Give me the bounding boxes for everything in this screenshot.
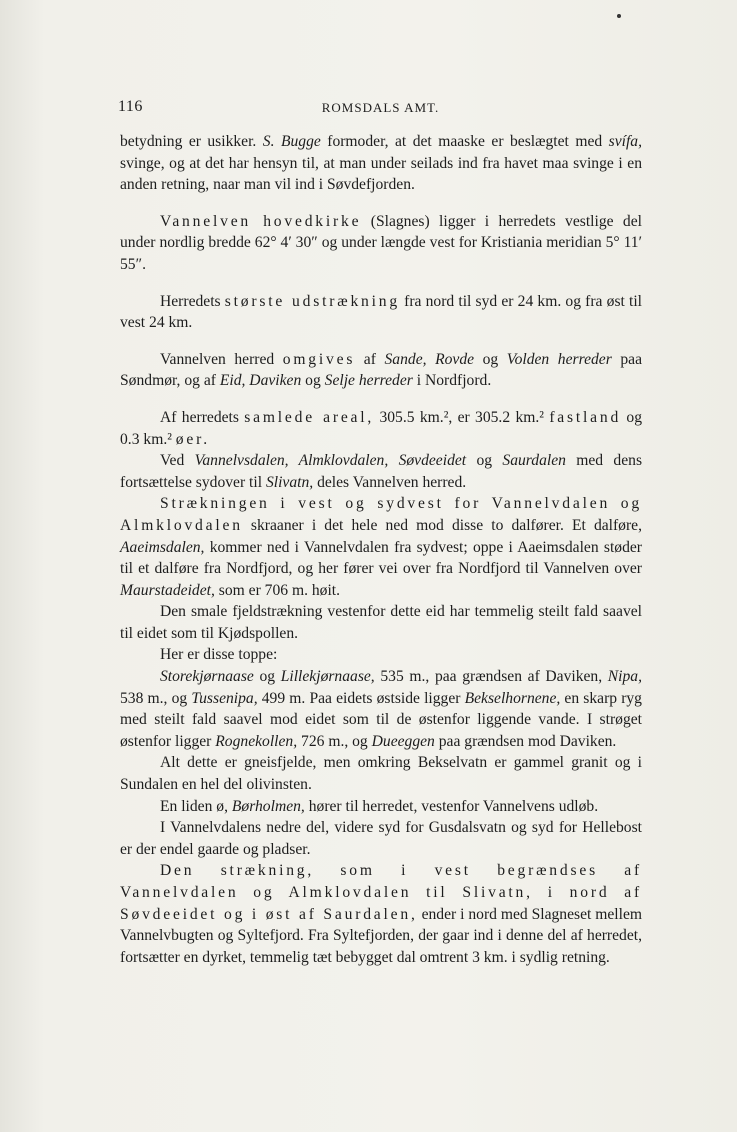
italic-run: Vannelvsdalen, Almklovdalen, Søvdeeidet <box>194 452 467 470</box>
paragraph-13 <box>120 817 642 860</box>
italic-run: Dueeggen <box>371 732 435 750</box>
paragraph-10 <box>120 666 642 752</box>
paragraph-8 <box>120 601 642 644</box>
text-run: skraaner i det hele ned mod disse to dalfører. Et dalføre, <box>242 516 642 534</box>
paragraph-12 <box>120 796 642 818</box>
paragraph-7 <box>120 493 642 601</box>
text-run: Herredets <box>160 292 225 310</box>
paragraph-6 <box>120 450 642 493</box>
spaced-run: samlede areal, <box>244 408 375 426</box>
text-run: Af herredets <box>160 408 245 426</box>
text-run: 535 m., paa grændsen af Daviken, <box>374 668 608 686</box>
spaced-run: Strækningen i vest og sydvest for Vannelvdalen og Almklovdalen <box>120 495 642 534</box>
text-run: 538 m., og <box>120 689 192 707</box>
text-run: af <box>355 350 385 368</box>
text-run: Her er disse toppe: <box>160 646 278 664</box>
text-run: 726 m., og <box>297 732 372 750</box>
text-run: svinge, og at det har hensyn til, at man under seilads ind fra havet maa svinge i en anden retning, naar man vil ind i Søvdefjorden. <box>120 154 642 194</box>
text-run: fra nord til syd er 24 km. og fra øst til vest 24 km. <box>120 292 643 332</box>
spaced-run: øer. <box>175 430 210 448</box>
text-run: betydning er usikker. <box>120 133 263 150</box>
paragraph-1 <box>120 131 642 196</box>
text-run: en skarp ryg med steilt fald saavel mod eidet som til de østenfor liggende vande. I strøget østenfor ligger <box>120 689 642 750</box>
paragraph-11 <box>120 752 642 795</box>
text-run: kommer ned i Vannelvdalen fra sydvest; oppe i Aaeimsdalen støder til et dalføre fra Nordfjord, og her fører vei over fra Nordfjord til Vannelven over <box>120 538 642 578</box>
running-title: ROMSDALS AMT. <box>321 100 440 115</box>
text-run: I Vannelvdalens nedre del, videre syd for Gusdalsvatn og syd for Hellebost er der endel gaarde og pladser. <box>120 819 642 858</box>
page-number: 116 <box>118 98 143 115</box>
italic-run: Nipa, <box>607 668 642 686</box>
text-run: og 0.3 km.² <box>120 408 643 448</box>
text-run: En liden ø, <box>160 797 232 815</box>
paragraph-9 <box>120 644 642 666</box>
italic-run: Storekjørnaase <box>160 668 254 686</box>
text-run: og <box>253 668 281 686</box>
spaced-run: fastland <box>549 408 622 426</box>
italic-run: Saurdalen <box>502 452 566 470</box>
paragraph-3 <box>120 291 642 334</box>
text-run: og <box>474 350 507 368</box>
text-run: paa Søndmør, og af <box>120 350 642 390</box>
paragraph-14 <box>120 860 642 968</box>
italic-run: svífa, <box>608 133 643 150</box>
text-run: deles Vannelven herred. <box>313 473 467 491</box>
text-run: Den smale fjeldstrækning vestenfor dette eid har temmelig steilt fald saavel til eidet som til Kjødspollen. <box>120 603 642 642</box>
text-run: Alt dette er gneisfjelde, men omkring Bekselvatn er gammel granit og i Sundalen en hel del olivinsten. <box>120 754 642 794</box>
italic-run: Volden herreder <box>506 350 612 368</box>
paragraph-2 <box>120 211 642 276</box>
text-run: (Slagnes) ligger i herredets vestlige del under nordlig bredde 62° 4′ 30″ og under længde vest for Kristiania meridian 5° 11′ 55″. <box>120 212 642 273</box>
paragraph-5 <box>120 407 642 450</box>
italic-run: Bekselhornene, <box>464 689 561 707</box>
spaced-run: største udstrækning <box>224 292 400 310</box>
text-run: og <box>466 452 503 470</box>
text-run: Ved <box>160 452 195 470</box>
italic-run: Sande, Rovde <box>384 350 475 368</box>
spaced-run: Den strækning, som i vest begrændses af Vannelvdalen og Almklovdalen til Slivatn, i nord af Søvdeeidet og i øst af Saurdalen, <box>120 862 642 923</box>
italic-run: S. Bugge <box>262 133 321 150</box>
text-run: som er 706 m. høit. <box>214 581 341 599</box>
italic-run: Lillekjørnaase, <box>280 668 375 686</box>
italic-run: Tussenipa, <box>191 689 258 707</box>
italic-run: Selje herreder <box>324 372 413 390</box>
text-run: 499 m. Paa eidets østside ligger <box>257 689 465 707</box>
italic-run: Aaeimsdalen, <box>120 538 205 556</box>
spaced-run: Vannelven hovedkirke <box>160 212 362 230</box>
text-run: 305.5 km.², er 305.2 km.² <box>374 408 550 426</box>
italic-run: Eid, Daviken <box>219 372 302 390</box>
ink-speck <box>617 14 621 18</box>
text-run: formoder, at det maaske er beslægtet med <box>320 133 609 150</box>
text-run: hører til herredet, vestenfor Vannelvens udløb. <box>304 797 599 815</box>
paragraph-4 <box>120 349 642 392</box>
text-run: ender i nord med Slagneset mellem Vannelvbugten og Syltefjord. Fra Syltefjorden, der gaar ind i denne del af herredet, fortsætter en dyrket, temmelig tæt bebygget dal omtrent 3 km. i sydlig retning. <box>120 905 643 966</box>
text-run: Vannelven herred <box>160 350 283 368</box>
italic-run: Børholmen, <box>231 797 305 815</box>
text-run: i Nordfjord. <box>412 372 492 390</box>
text-run: og <box>301 372 325 390</box>
italic-run: Slivatn, <box>265 473 314 491</box>
text-run: paa grændsen mod Daviken. <box>434 732 617 750</box>
text-run: med dens fortsættelse sydover til <box>120 452 643 491</box>
body-text <box>120 131 642 968</box>
italic-run: Rognekollen, <box>215 732 298 750</box>
italic-run: Maurstadeidet, <box>120 581 215 599</box>
spaced-run: omgives <box>282 350 356 368</box>
page-header <box>118 98 643 118</box>
